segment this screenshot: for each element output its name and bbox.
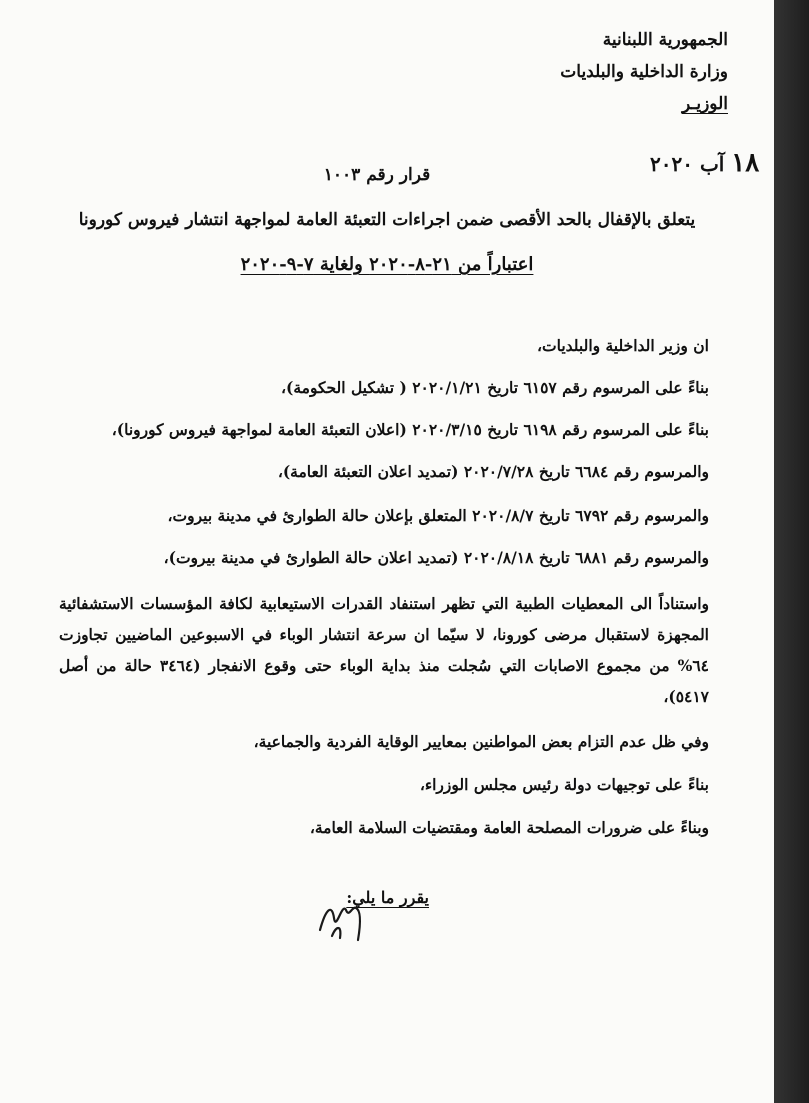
- republic-header: الجمهورية اللبنانية: [602, 30, 728, 50]
- body-line-decree-6881: والمرسوم رقم ٦٨٨١ تاريخ ٢٠٢٠/٨/١٨ (تمديد اعلان حالة الطوارئ في مدينة بيروت)،: [163, 548, 709, 567]
- decision-subject: يتعلق بالإقفال بالحد الأقصى ضمن اجراءات التعبئة العامة لمواجهة انتشار فيروس كورونا: [78, 210, 696, 230]
- page-edge-shadow: [774, 0, 809, 1103]
- body-line-minister: ان وزير الداخلية والبلديات،: [537, 336, 709, 355]
- body-line-compliance: وفي ظل عدم التزام بعض المواطنين بمعايير الوقاية الفردية والجماعية،: [253, 732, 709, 751]
- body-paragraph-medical: واستناداً الى المعطيات الطبية التي تظهر استنفاد القدرات الاستيعابية لكافة المؤسسات الاستشفائية المجهزة لاستقبال مرضى كورونا، لا سيّما ان سرعة انتشار الوباء في الاسبوعين الماضيين تجاوزت ٦٤% من مجموع الاصابات التي سُجلت منذ بداية الوباء حتى وقوع الانفجار (٣٤٦٤ حالة من أصل ٥٤١٧)،: [59, 594, 709, 706]
- date-month: آب: [699, 152, 725, 176]
- body-line-decree-6198: بناءً على المرسوم رقم ٦١٩٨ تاريخ ٢٠٢٠/٣/١٥ (اعلان التعبئة العامة لمواجهة فيروس كورونا)،: [111, 420, 709, 439]
- date-day: ١٨: [731, 148, 760, 178]
- body-line-decree-6157: بناءً على المرسوم رقم ٦١٥٧ تاريخ ٢٠٢٠/١/٢١ ( تشكيل الحكومة)،: [281, 378, 709, 397]
- ministry-header: وزارة الداخلية والبلديات: [560, 62, 728, 82]
- date-year: ٢٠٢٠: [650, 152, 693, 176]
- decision-period: اعتباراً من ٢١-٨-٢٠٢٠ ولغاية ٧-٩-٢٠٢٠: [240, 254, 534, 275]
- resolves-heading: يقرر ما يلي:: [346, 888, 429, 907]
- body-line-decree-6792: والمرسوم رقم ٦٧٩٢ تاريخ ٢٠٢٠/٨/٧ المتعلق بإعلان حالة الطوارئ في مدينة بيروت،: [167, 506, 709, 525]
- signature-icon: [312, 878, 382, 948]
- body-line-decree-6684: والمرسوم رقم ٦٦٨٤ تاريخ ٢٠٢٠/٧/٢٨ (تمديد اعلان التعبئة العامة)،: [277, 462, 709, 481]
- body-line-public-interest: وبناءً على ضرورات المصلحة العامة ومقتضيات السلامة العامة،: [309, 818, 709, 837]
- decision-number: قرار رقم ١٠٠٣: [323, 165, 431, 185]
- body-line-pm-directives: بناءً على توجيهات دولة رئيس مجلس الوزراء،: [419, 775, 709, 794]
- minister-header: الوزيـر: [682, 94, 728, 114]
